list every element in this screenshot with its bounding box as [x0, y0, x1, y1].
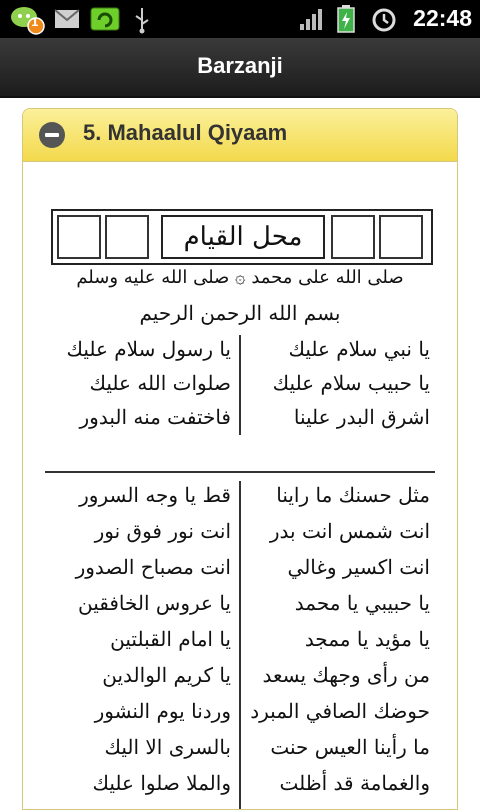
verse-line: والغمامة قد أظلت	[279, 771, 430, 795]
content-area	[0, 98, 480, 800]
verse-line: والملا صلوا عليك	[92, 771, 231, 795]
verse-line: انت نور فوق نور	[94, 519, 231, 543]
verse-line: انت شمس انت بدر	[269, 519, 430, 543]
column-divider	[239, 481, 241, 810]
scan-page-1	[45, 203, 435, 443]
ornament-right-icon	[379, 215, 423, 259]
usb-icon	[132, 6, 152, 34]
mail-icon[interactable]	[54, 9, 80, 29]
verse-line: قط يا وجه السرور	[79, 483, 231, 507]
verse-line: حوضك الصافي المبرد	[250, 699, 430, 723]
scan-page-2	[45, 471, 435, 810]
verse-line: يا حبيبي يا محمد	[294, 591, 430, 615]
ornament-header	[51, 209, 433, 265]
verse-line: يا امام القبلتين	[110, 627, 231, 651]
verse-line: يا نبي سلام عليك	[288, 337, 430, 361]
verse-line: من رأى وجهك يسعد	[262, 663, 430, 687]
verse-line: يا عروس الخافقين	[77, 591, 231, 615]
verse-line: ما رأينا العيس حنت	[270, 735, 430, 759]
app-bar	[0, 38, 480, 98]
verse-line: يا رسول سلام عليك	[66, 337, 231, 361]
status-clock: 22:48	[413, 5, 472, 31]
verse-line: فاختفت منه البدور	[79, 405, 231, 429]
notification-badge: 1	[31, 16, 39, 29]
section-title: 5. Mahaalul Qiyaam	[83, 120, 288, 145]
verse-line: مثل حسنك ما راينا	[276, 483, 430, 507]
signal-icon	[298, 6, 324, 32]
basmala-line: بسم الله الرحمن الرحيم	[139, 301, 341, 325]
section-header[interactable]	[23, 109, 457, 162]
app-title: Barzanji	[197, 53, 283, 78]
salawat-line: صلى الله على محمد ۞ صلى الله عليه وسلم	[76, 267, 404, 288]
alarm-icon	[370, 5, 398, 33]
app-update-icon[interactable]	[88, 2, 122, 36]
verse-line: يا حبيب سلام عليك	[272, 371, 430, 395]
section-card	[22, 108, 458, 810]
verse-line: بالسرى الا اليك	[104, 735, 231, 759]
ornament-left-icon	[57, 215, 101, 259]
verse-line: يا كريم الوالدين	[102, 663, 231, 687]
page-heading: محل القيام	[161, 215, 325, 259]
verse-line: انت اكسير وغالي	[287, 555, 430, 579]
collapse-minus-icon[interactable]	[39, 122, 65, 148]
ornament-left-icon	[105, 215, 149, 259]
verse-line: اشرق البدر علينا	[293, 405, 430, 429]
battery-charging-icon	[336, 4, 356, 34]
verse-line: صلوات الله عليك	[89, 371, 231, 395]
chat-notification-icon[interactable]	[8, 4, 48, 36]
verse-line: انت مصباح الصدور	[75, 555, 231, 579]
column-divider	[239, 335, 241, 435]
verse-line: يا مؤيد يا ممجد	[304, 627, 430, 651]
status-bar	[0, 0, 480, 38]
ornament-right-icon	[331, 215, 375, 259]
verse-line: وردنا يوم النشور	[94, 699, 231, 723]
